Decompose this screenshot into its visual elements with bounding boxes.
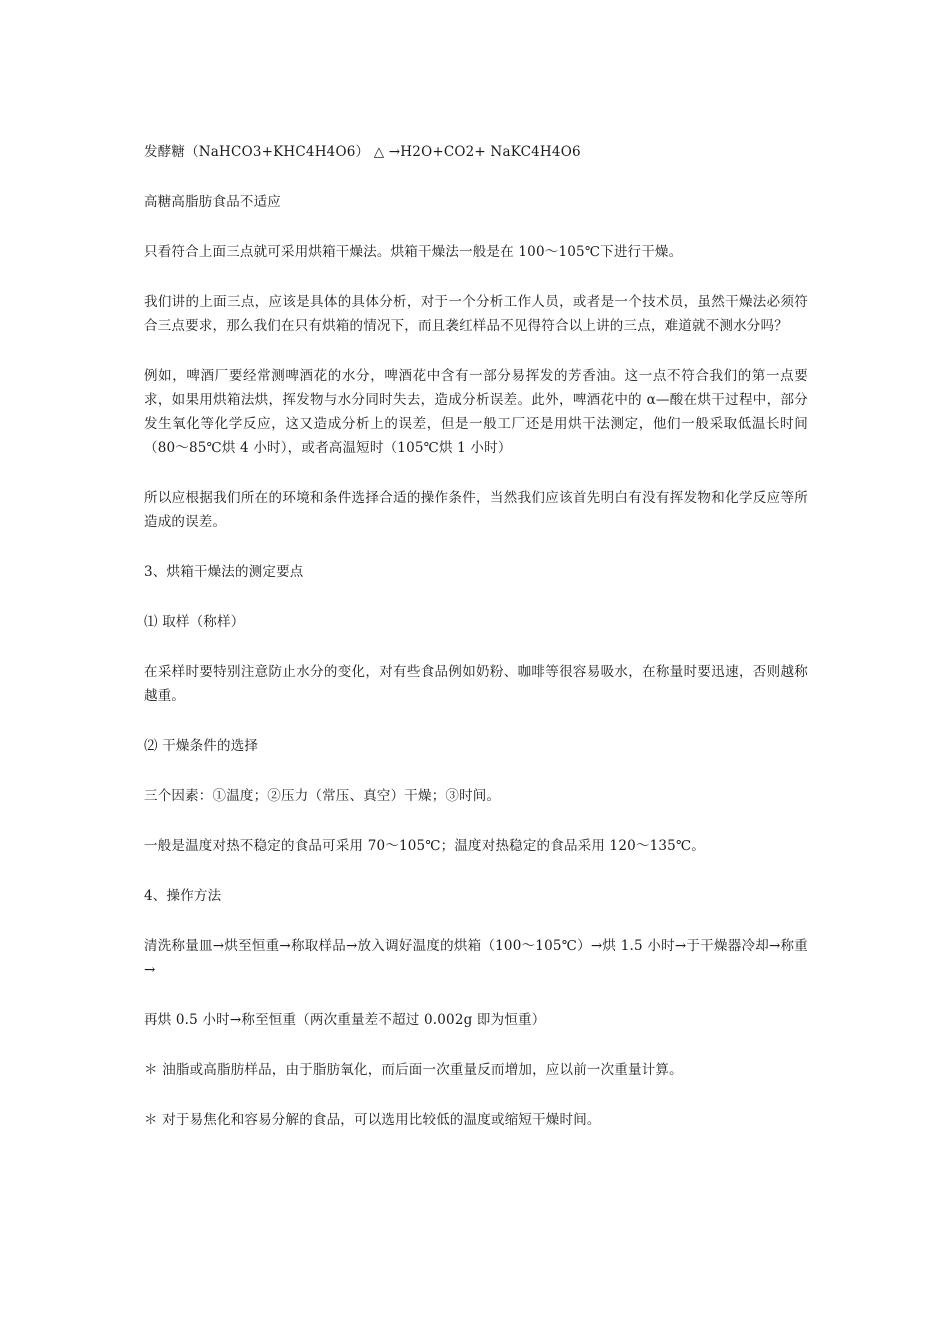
subheading-drying-conditions: ⑵ 干燥条件的选择 [144, 738, 259, 754]
document-page [144, 140, 808, 1158]
paragraph-hops-example: 例如，啤酒厂要经常测啤酒花的水分，啤酒花中含有一部分易挥发的芳香油。这一点不符合我们的第一点要求，如果用烘箱法烘，挥发物与水分同时失去，造成分析误差。此外，啤酒花中的 α—酸在烘干过程中，部分发生氧化等化学反应，这又造成分析上的误差，但是一般工厂还是用烘干法测定，他们一般采取低温长时间（80～85℃烘 4 小时），或者高温短时（105℃烘 1 小时） [144, 368, 808, 456]
paragraph-three-points: 我们讲的上面三点，应该是具体的具体分析，对于一个分析工作人员，或者是一个技术员，虽然干燥法必须符合三点要求，那么我们在只有烘箱的情况下，而且袭红样品不见得符合以上讲的三点，难道就不测水分吗？ [144, 294, 808, 334]
heading-section-3: 3、烘箱干燥法的测定要点 [144, 564, 304, 580]
formula-fermentation-sugar: 发酵糖（NaHCO3+KHC4H4O6） △ →H2O+CO2+ NaKC4H4O6 [144, 144, 581, 160]
note-fatty-samples: ＊ 油脂或高脂肪样品，由于脂肪氧化，而后面一次重量反而增加，应以前一次重量计算。 [144, 1062, 683, 1078]
note-high-sugar-fat: 高糖高脂肪食品不适应 [144, 194, 281, 210]
heading-section-4: 4、操作方法 [144, 888, 222, 904]
paragraph-constant-weight: 再烘 0.5 小时→称至恒重（两次重量差不超过 0.002g 即为恒重） [144, 1012, 546, 1028]
note-easily-decomposed: ＊ 对于易焦化和容易分解的食品，可以选用比较低的温度或缩短干燥时间。 [144, 1112, 601, 1128]
paragraph-sampling: 在采样时要特别注意防止水分的变化，对有些食品例如奶粉、咖啡等很容易吸水，在称量时要迅速，否则越称越重。 [144, 664, 808, 704]
paragraph-three-factors: 三个因素：①温度；②压力（常压、真空）干燥；③时间。 [144, 788, 501, 804]
paragraph-temperature-range: 一般是温度对热不稳定的食品可采用 70～105℃；温度对热稳定的食品采用 120～135℃。 [144, 838, 705, 854]
subheading-sampling: ⑴ 取样（称样） [144, 614, 245, 630]
paragraph-conditions: 所以应根据我们所在的环境和条件选择合适的操作条件，当然我们应该首先明白有没有挥发物和化学反应等所造成的误差。 [144, 490, 808, 530]
paragraph-oven-method: 只看符合上面三点就可采用烘箱干燥法。烘箱干燥法一般是在 100～105℃下进行干燥。 [144, 244, 683, 260]
paragraph-procedure: 清洗称量皿→烘至恒重→称取样品→放入调好温度的烘箱（100～105℃）→烘 1.5 小时→于干燥器冷却→称重→ [144, 938, 808, 978]
